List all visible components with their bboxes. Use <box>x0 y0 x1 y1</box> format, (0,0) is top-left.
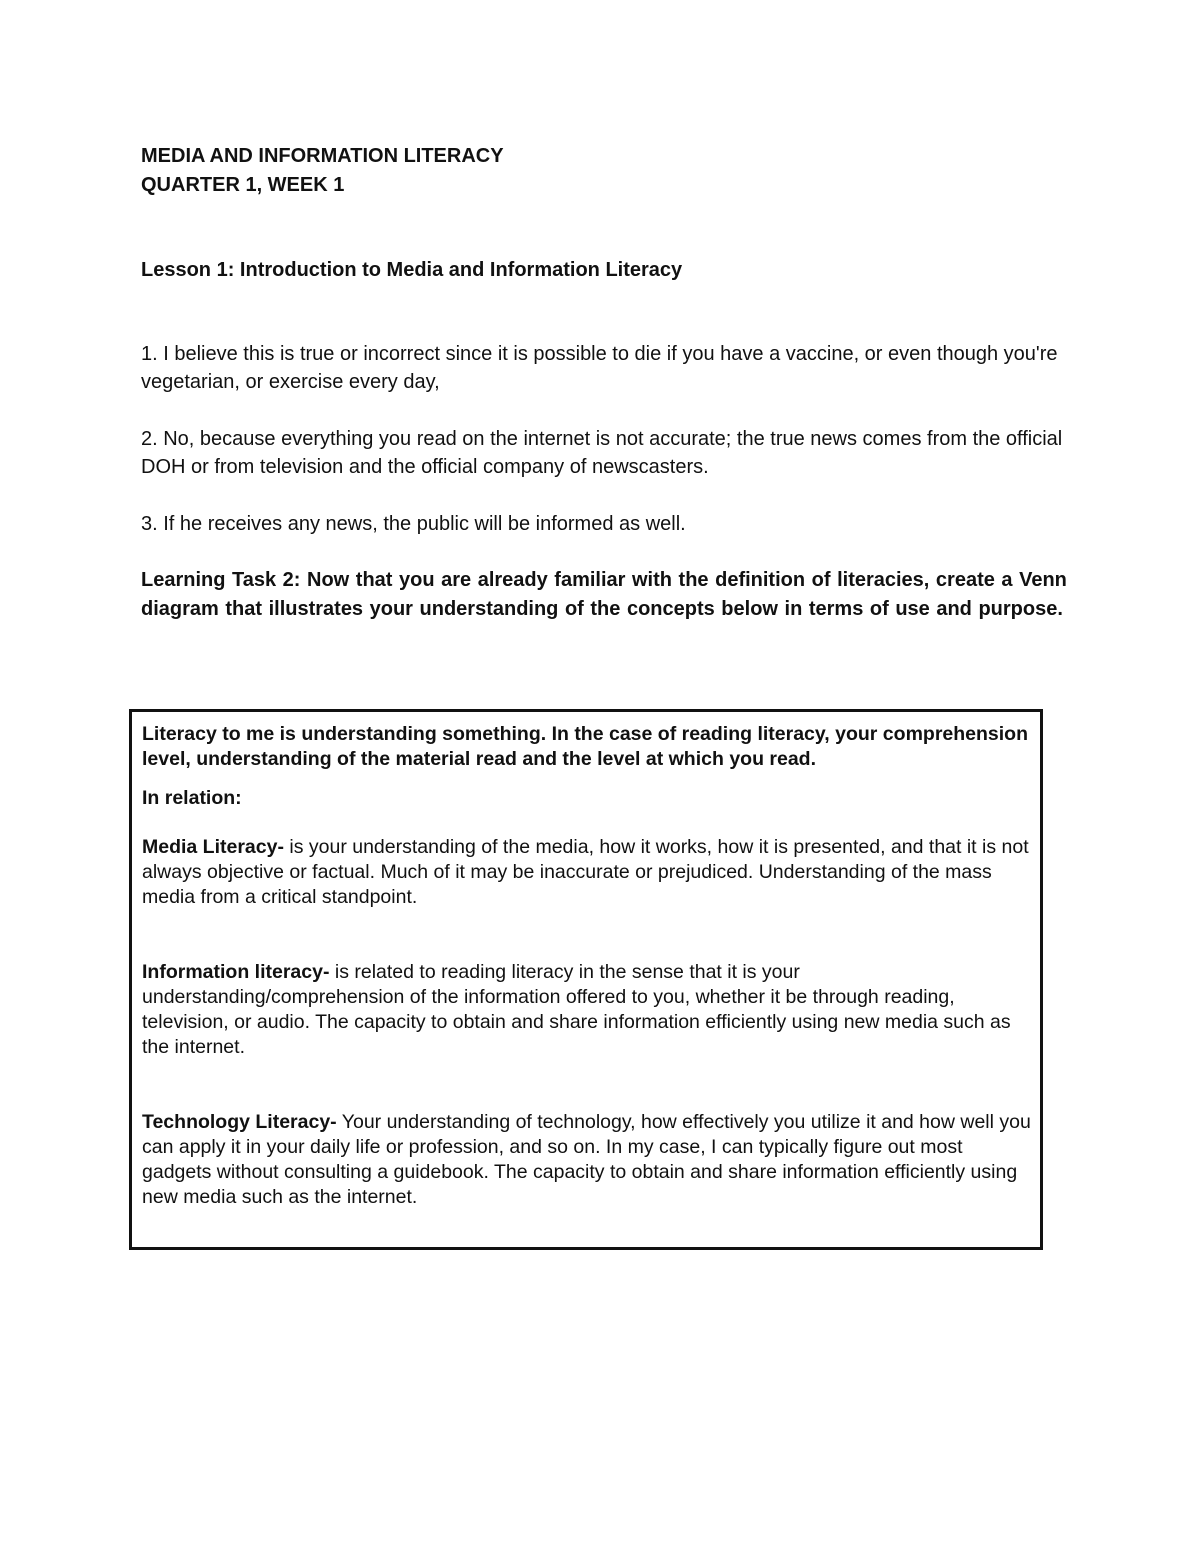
technology-literacy-term: Technology Literacy- <box>142 1111 337 1133</box>
document-header <box>141 142 504 200</box>
document-title: MEDIA AND INFORMATION LITERACY <box>141 145 504 167</box>
answer-box <box>129 709 1043 1250</box>
document-subtitle: QUARTER 1, WEEK 1 <box>141 174 345 196</box>
learning-task-instruction: Learning Task 2: Now that you are already familiar with the definition of literacies, create a Venn diagram that illustrates your understanding of the concepts below in terms of use and purpose. <box>141 569 1067 620</box>
answer-box-content <box>142 722 1032 1210</box>
answer-3: 3. If he receives any news, the public will be informed as well. <box>141 513 686 535</box>
information-literacy-term: Information literacy- <box>142 961 330 983</box>
lesson-title: Lesson 1: Introduction to Media and Information Literacy <box>141 259 683 281</box>
relation-label: In relation: <box>142 787 242 809</box>
technology-literacy-paragraph <box>142 1110 1032 1210</box>
answer-2: 2. No, because everything you read on the internet is not accurate; the true news comes from the official DOH or from television and the official company of newscasters. <box>141 428 1063 478</box>
information-literacy-paragraph <box>142 960 1032 1060</box>
information-literacy-text: is related to reading literacy in the sense that it is your understanding/comprehension of the information offered to you, whether it be through reading, television, or audio. The capacity to obtain and share information efficiently using new media such as the internet. <box>142 961 1011 1058</box>
media-literacy-text: is your understanding of the media, how it works, how it is presented, and that it is not always objective or factual. Much of it may be inaccurate or prejudiced. Understanding of the mass media from a critical standpoint. <box>142 836 1029 908</box>
literacy-definition: Literacy to me is understanding something. In the case of reading literacy, your comprehension level, understanding of the material read and the level at which you read. <box>142 723 1029 770</box>
technology-literacy-text: Your understanding of technology, how effectively you utilize it and how well you can apply it in your daily life or profession, and so on. In my case, I can typically figure out most gadgets without consulting a guidebook. The capacity to obtain and share information efficiently using new media such as the internet. <box>142 1111 1031 1208</box>
answer-1: 1. I believe this is true or incorrect since it is possible to die if you have a vaccine, or even though you're vegetarian, or exercise every day, <box>141 343 1058 393</box>
media-literacy-term: Media Literacy- <box>142 836 284 858</box>
media-literacy-paragraph <box>142 835 1032 910</box>
